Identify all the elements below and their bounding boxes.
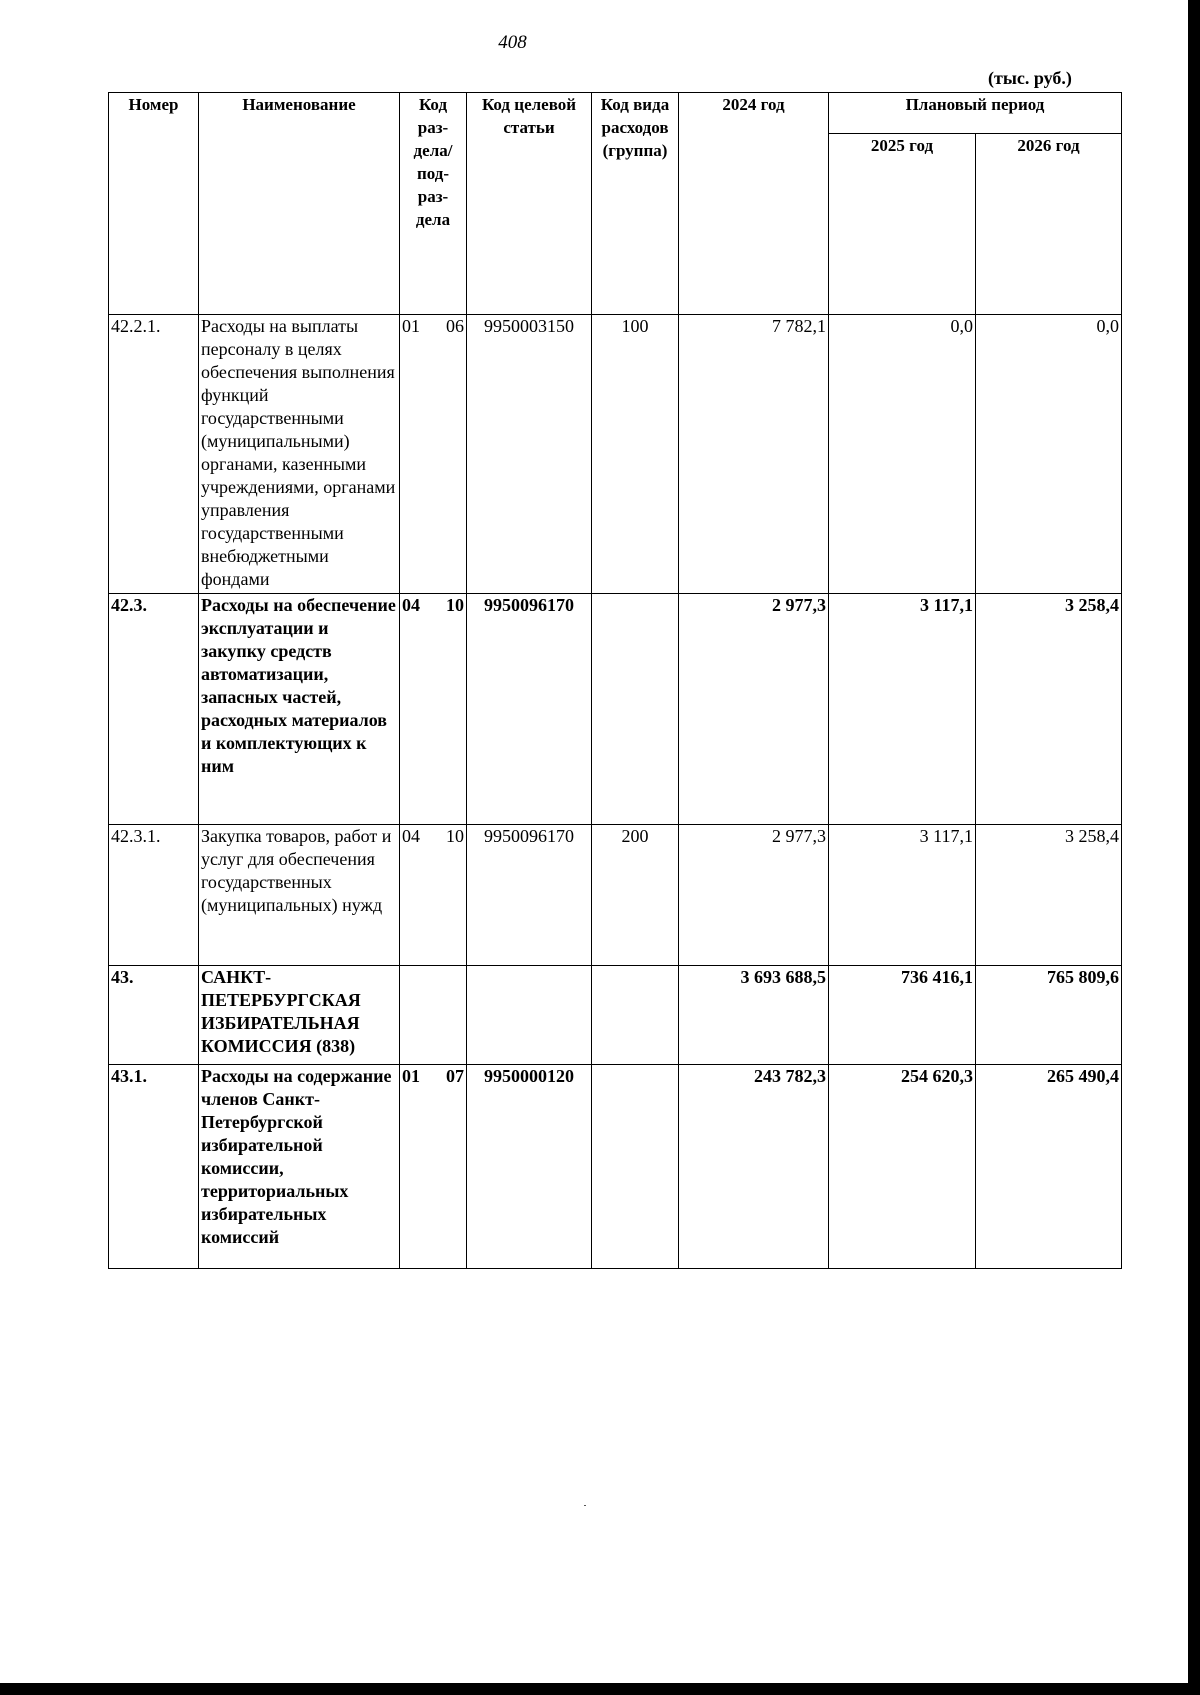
row-2025: 3 117,1 xyxy=(829,594,976,825)
header-expense-type: Код вида расходов (группа) xyxy=(592,93,679,315)
row-subsection: 06 xyxy=(446,316,464,336)
row-2025: 254 620,3 xyxy=(829,1065,976,1269)
row-section-code xyxy=(400,825,467,966)
row-number: 43. xyxy=(109,966,199,1065)
row-2026: 3 258,4 xyxy=(976,825,1122,966)
header-name: Наименование xyxy=(199,93,400,315)
row-2026: 3 258,4 xyxy=(976,594,1122,825)
row-section-code xyxy=(400,315,467,594)
header-2024: 2024 год xyxy=(679,93,829,315)
page-number: 408 xyxy=(498,32,527,53)
header-2026: 2026 год xyxy=(976,134,1122,315)
row-section-code xyxy=(400,594,467,825)
row-number: 42.3.1. xyxy=(109,825,199,966)
row-2024: 2 977,3 xyxy=(679,594,829,825)
row-number: 42.2.1. xyxy=(109,315,199,594)
header-number: Номер xyxy=(109,93,199,315)
row-target: 9950096170 xyxy=(467,825,592,966)
row-expense-type: 100 xyxy=(592,315,679,594)
row-2024: 3 693 688,5 xyxy=(679,966,829,1065)
row-2026: 0,0 xyxy=(976,315,1122,594)
row-expense-type xyxy=(592,594,679,825)
row-expense-type: 200 xyxy=(592,825,679,966)
row-number: 43.1. xyxy=(109,1065,199,1269)
row-name: САНКТ-ПЕТЕРБУРГСКАЯ ИЗБИРАТЕЛЬНАЯ КОМИССИЯ (838) xyxy=(199,966,400,1065)
row-section: 04 xyxy=(402,595,420,615)
table-row xyxy=(109,315,1122,594)
header-row-top xyxy=(109,93,1122,134)
row-2026: 265 490,4 xyxy=(976,1065,1122,1269)
table-row xyxy=(109,594,1122,825)
row-2024: 243 782,3 xyxy=(679,1065,829,1269)
table-row xyxy=(109,966,1122,1065)
header-2025: 2025 год xyxy=(829,134,976,315)
row-2025: 0,0 xyxy=(829,315,976,594)
row-subsection: 07 xyxy=(446,1066,464,1086)
row-section-code xyxy=(400,1065,467,1269)
header-section: Код раз-дела/ под-раз-дела xyxy=(400,93,467,315)
row-subsection: 10 xyxy=(446,826,464,846)
row-name: Расходы на обеспечение эксплуатации и закупку средств автоматизации, запасных частей, расходных материалов и комплектующих к ним xyxy=(199,594,400,825)
header-plan-period: Плановый период xyxy=(829,93,1122,134)
scan-speck xyxy=(584,1505,586,1506)
row-name: Закупка товаров, работ и услуг для обеспечения государственных (муниципальных) нужд xyxy=(199,825,400,966)
row-section: 01 xyxy=(402,1066,420,1086)
row-target: 9950003150 xyxy=(467,315,592,594)
row-expense-type xyxy=(592,1065,679,1269)
row-section: 04 xyxy=(402,826,420,846)
table-row xyxy=(109,825,1122,966)
row-2024: 7 782,1 xyxy=(679,315,829,594)
row-2025: 3 117,1 xyxy=(829,825,976,966)
row-name: Расходы на содержание членов Санкт-Петербургской избирательной комиссии, территориальных избирательных комиссий xyxy=(199,1065,400,1269)
row-subsection: 10 xyxy=(446,595,464,615)
table-row xyxy=(109,1065,1122,1269)
units-label: (тыс. руб.) xyxy=(988,68,1072,88)
row-number: 42.3. xyxy=(109,594,199,825)
row-section: 01 xyxy=(402,316,420,336)
row-2026: 765 809,6 xyxy=(976,966,1122,1065)
row-name: Расходы на выплаты персоналу в целях обеспечения выполнения функций государственными (муниципальными) органами, казенными учреждениями, органами управления государственными внебюджетными фондами xyxy=(199,315,400,594)
row-2024: 2 977,3 xyxy=(679,825,829,966)
budget-table xyxy=(108,92,1122,1269)
header-target: Код целевой статьи xyxy=(467,93,592,315)
row-expense-type xyxy=(592,966,679,1065)
row-target: 9950096170 xyxy=(467,594,592,825)
row-section-code xyxy=(400,966,467,1065)
row-target: 9950000120 xyxy=(467,1065,592,1269)
row-target xyxy=(467,966,592,1065)
scan-edge-bottom xyxy=(0,1683,1200,1695)
row-2025: 736 416,1 xyxy=(829,966,976,1065)
scan-edge-right xyxy=(1188,0,1200,1695)
